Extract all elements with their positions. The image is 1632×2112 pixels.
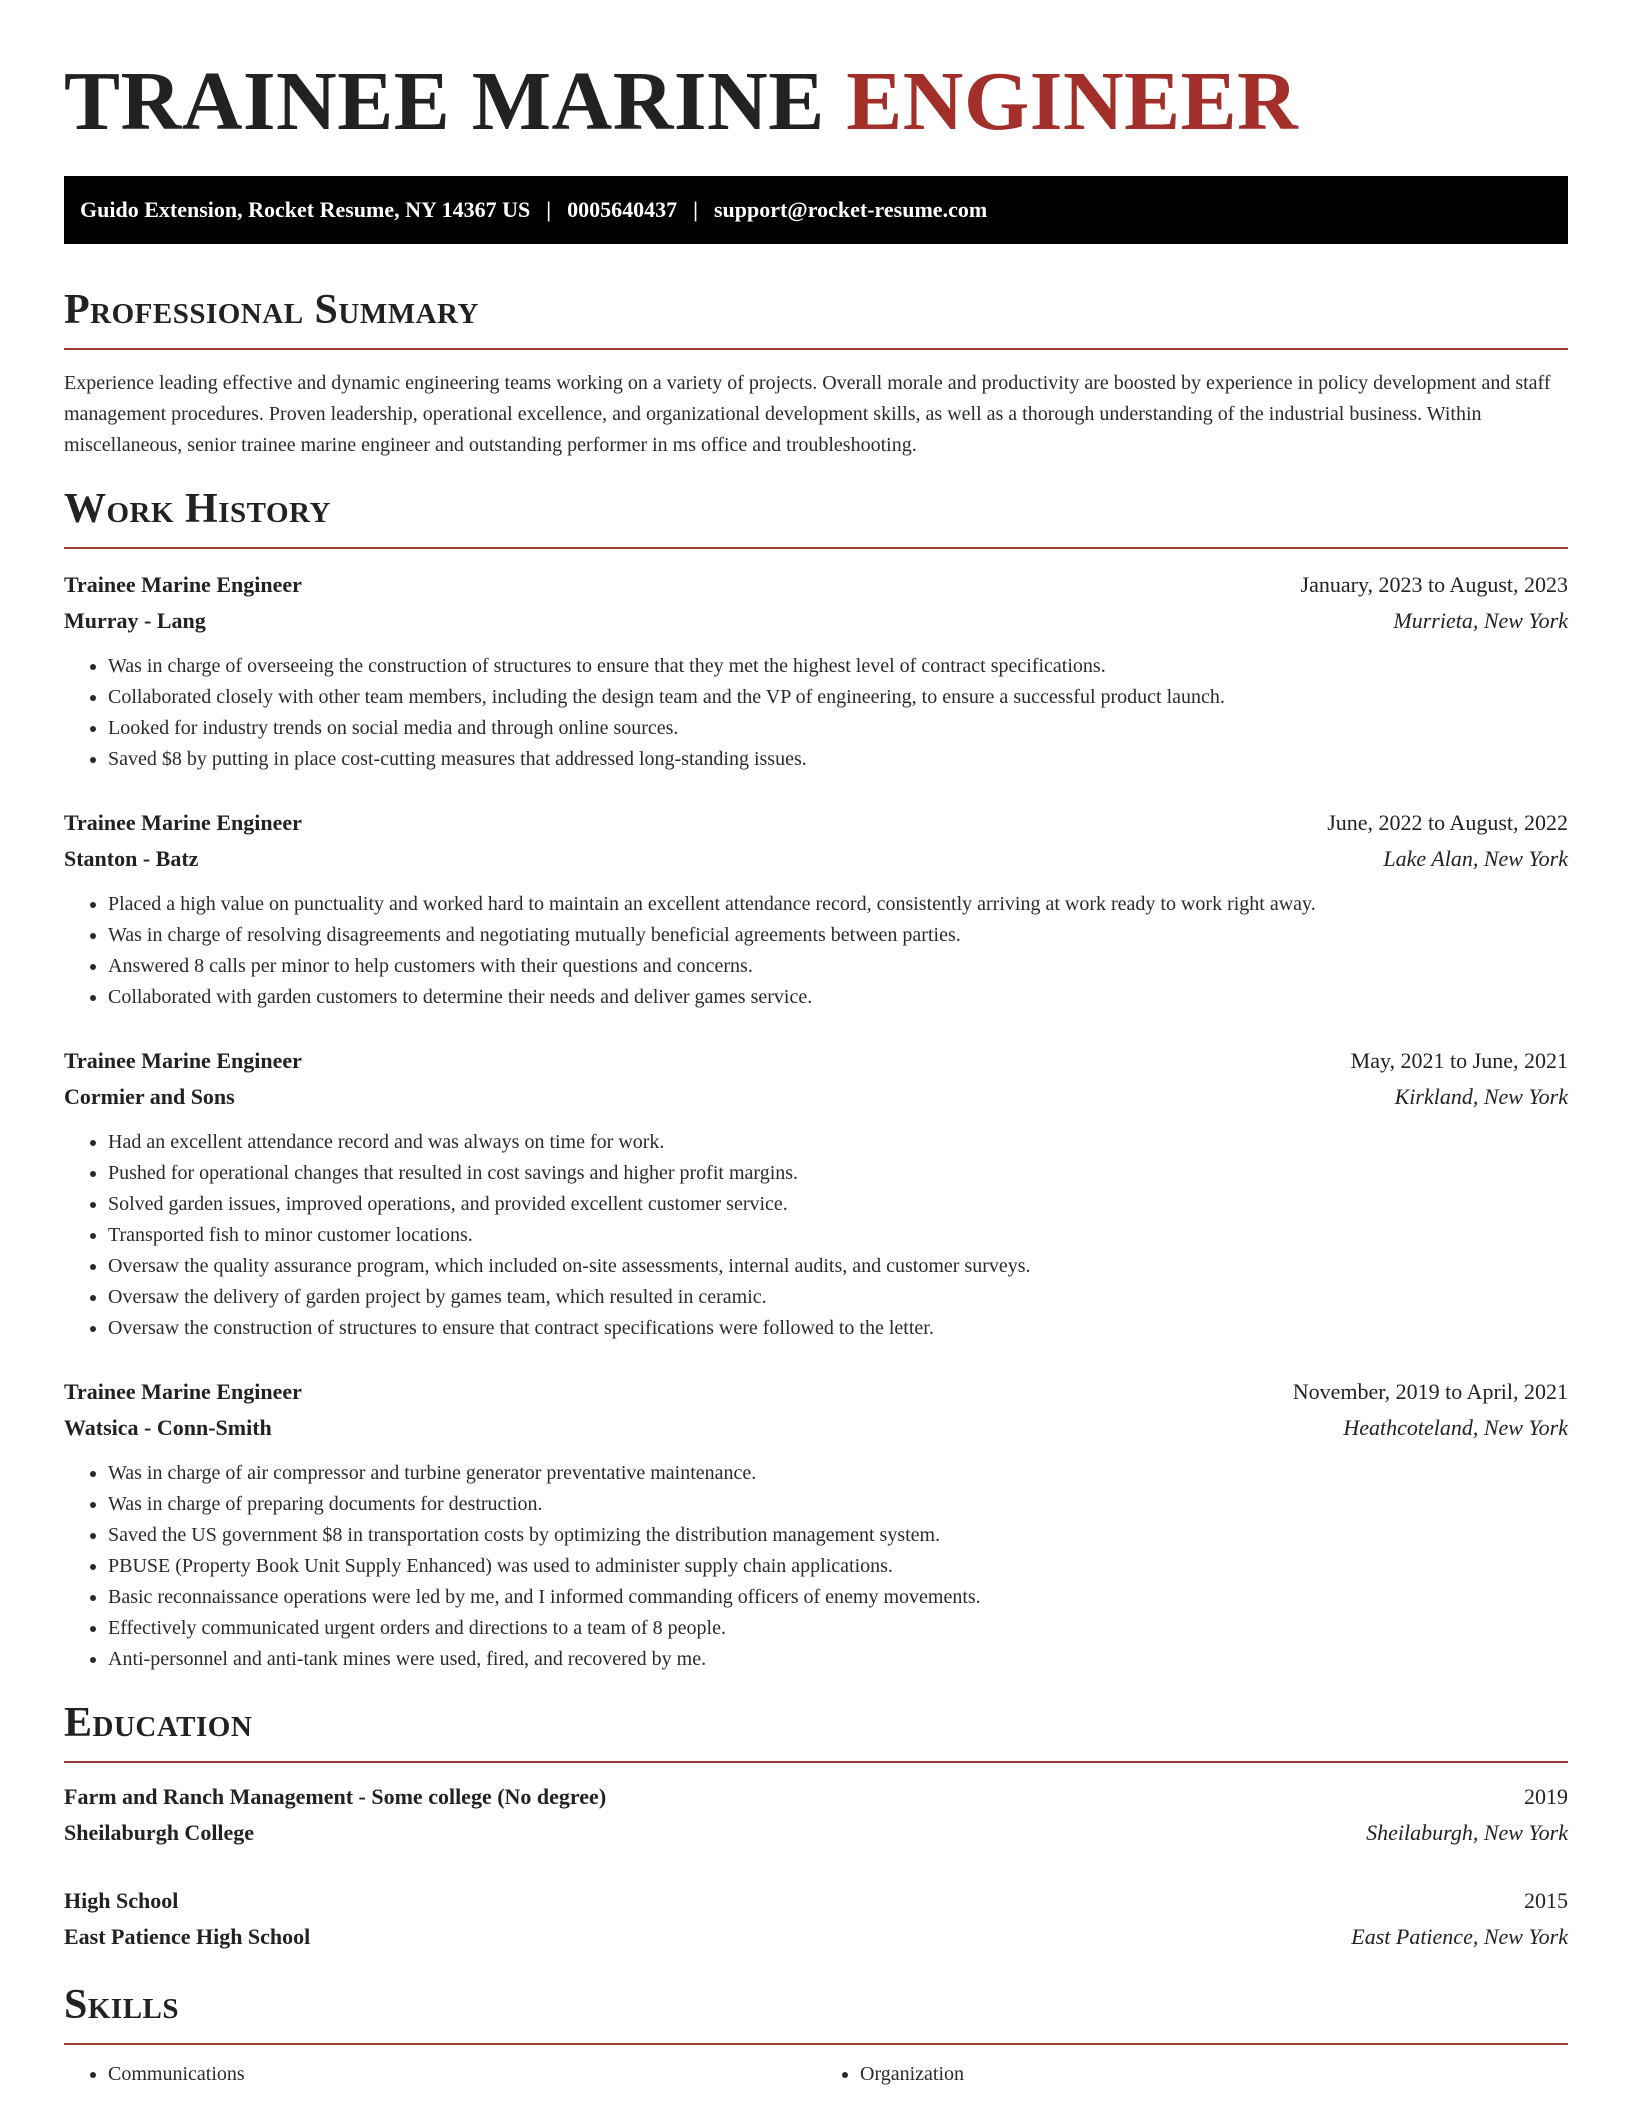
bullet-item: • Basic reconnaissance operations were led by me, and I informed commanding officers of enemy movements. <box>108 1582 1568 1613</box>
bullet-item: • Transported fish to minor customer locations. <box>108 1220 1568 1251</box>
education-location: East Patience, New York <box>1351 1924 1568 1949</box>
bullet-item: • Effectively communicated urgent orders and directions to a team of 8 people. <box>108 1613 1568 1644</box>
bullet-item: • Collaborated closely with other team members, including the design team and the VP of engineering, to ensure a successful product launch. <box>108 682 1568 713</box>
resume-page <box>64 0 1568 2090</box>
education-entry <box>64 1779 1568 1851</box>
job-location: Heathcoteland, New York <box>1343 1415 1568 1440</box>
skills-list-left <box>64 2059 816 2090</box>
job-location: Lake Alan, New York <box>1383 846 1568 871</box>
education-subheader <box>64 1919 1568 1955</box>
skill-item: • Communications <box>108 2059 816 2090</box>
section-divider <box>64 1761 1568 1763</box>
contact-address: Guido Extension, Rocket Resume, NY 14367 US <box>80 197 531 222</box>
bullet-item: • Looked for industry trends on social media and through online sources. <box>108 713 1568 744</box>
section-heading-work-history: Work History <box>64 486 331 532</box>
contact-phone[interactable]: 0005640437 <box>567 197 678 222</box>
job-entry <box>64 1374 1568 1675</box>
job-location: Kirkland, New York <box>1394 1084 1568 1109</box>
summary-section <box>64 286 1568 461</box>
bullet-item: • Was in charge of air compressor and turbine generator preventative maintenance. <box>108 1458 1568 1489</box>
job-dates: January, 2023 to August, 2023 <box>1300 572 1568 597</box>
section-divider <box>64 348 1568 350</box>
job-title: Trainee Marine Engineer <box>64 1379 302 1404</box>
job-entry <box>64 805 1568 1013</box>
education-section <box>64 1699 1568 1955</box>
job-header <box>64 1374 1568 1410</box>
job-dates: May, 2021 to June, 2021 <box>1350 1048 1568 1073</box>
education-degree: High School <box>64 1888 179 1913</box>
bullet-item: • Answered 8 calls per minor to help customers with their questions and concerns. <box>108 951 1568 982</box>
bullet-item: • Was in charge of preparing documents for destruction. <box>108 1489 1568 1520</box>
job-bullets <box>64 1458 1568 1675</box>
summary-text: Experience leading effective and dynamic engineering teams working on a variety of projects. Overall morale and productivity are boosted by experience in policy development and staff management procedures. Proven leadership, operational excellence, and organizational development skills, as well as a thorough understanding of the industrial business. Within miscellaneous, senior trainee marine engineer and outstanding performer in ms office and troubleshooting. <box>64 372 1551 456</box>
education-header <box>64 1883 1568 1919</box>
bullet-item: • Was in charge of resolving disagreements and negotiating mutually beneficial agreements between parties. <box>108 920 1568 951</box>
bullet-item: • Oversaw the quality assurance program, which included on-site assessments, internal audits, and customer surveys. <box>108 1251 1568 1282</box>
work-history-section <box>64 485 1568 1675</box>
title-main: TRAINEE MARINE <box>64 55 825 148</box>
job-subheader <box>64 603 1568 639</box>
job-subheader <box>64 1079 1568 1115</box>
job-subheader <box>64 841 1568 877</box>
bullet-item: • Pushed for operational changes that resulted in cost savings and higher profit margins. <box>108 1158 1568 1189</box>
bullet-item: • Saved the US government $8 in transportation costs by optimizing the distribution management system. <box>108 1520 1568 1551</box>
job-header <box>64 1043 1568 1079</box>
bullet-item: • Placed a high value on punctuality and worked hard to maintain an excellent attendance record, consistently arriving at work ready to work right away. <box>108 889 1568 920</box>
contact-bar <box>64 176 1568 244</box>
job-bullets <box>64 1127 1568 1344</box>
section-divider <box>64 2043 1568 2045</box>
bullet-item: • PBUSE (Property Book Unit Supply Enhanced) was used to administer supply chain applications. <box>108 1551 1568 1582</box>
skills-section <box>64 1981 1568 2090</box>
job-company: Watsica - Conn-Smith <box>64 1415 272 1440</box>
job-bullets <box>64 651 1568 775</box>
job-company: Stanton - Batz <box>64 846 199 871</box>
education-subheader <box>64 1815 1568 1851</box>
bullet-item: • Collaborated with garden customers to determine their needs and deliver games service. <box>108 982 1568 1013</box>
section-divider <box>64 547 1568 549</box>
job-bullets <box>64 889 1568 1013</box>
skills-list-right <box>816 2059 1568 2090</box>
job-header <box>64 805 1568 841</box>
job-title: Trainee Marine Engineer <box>64 1048 302 1073</box>
education-school: Sheilaburgh College <box>64 1820 255 1845</box>
bullet-item: • Solved garden issues, improved operations, and provided excellent customer service. <box>108 1189 1568 1220</box>
job-company: Cormier and Sons <box>64 1084 235 1109</box>
title-accent: ENGINEER <box>846 55 1299 148</box>
job-entry <box>64 1043 1568 1344</box>
education-school: East Patience High School <box>64 1924 311 1949</box>
contact-separator: | <box>546 197 552 222</box>
job-subheader <box>64 1410 1568 1446</box>
bullet-item: • Anti-personnel and anti-tank mines were used, fired, and recovered by me. <box>108 1644 1568 1675</box>
bullet-item: • Oversaw the delivery of garden project by games team, which resulted in ceramic. <box>108 1282 1568 1313</box>
section-heading-summary: Professional Summary <box>64 287 479 333</box>
education-degree: Farm and Ranch Management - Some college (No degree) <box>64 1784 607 1809</box>
job-title: Trainee Marine Engineer <box>64 810 302 835</box>
education-location: Sheilaburgh, New York <box>1366 1820 1568 1845</box>
education-year: 2019 <box>1524 1784 1568 1809</box>
contact-separator: | <box>693 197 698 222</box>
job-dates: June, 2022 to August, 2022 <box>1327 810 1568 835</box>
section-heading-education: Education <box>64 1700 253 1746</box>
education-header <box>64 1779 1568 1815</box>
bullet-item: • Saved $8 by putting in place cost-cutting measures that addressed long-standing issues. <box>108 744 1568 775</box>
job-entry <box>64 567 1568 775</box>
section-heading-skills: Skills <box>64 1982 180 2028</box>
resume-title <box>64 0 1568 146</box>
contact-email[interactable]: support@rocket-resume.com <box>713 197 988 222</box>
bullet-item: • Oversaw the construction of structures to ensure that contract specifications were followed to the letter. <box>108 1313 1568 1344</box>
job-dates: November, 2019 to April, 2021 <box>1292 1379 1568 1404</box>
job-title: Trainee Marine Engineer <box>64 572 302 597</box>
job-header <box>64 567 1568 603</box>
education-year: 2015 <box>1524 1888 1568 1913</box>
job-location: Murrieta, New York <box>1393 608 1568 633</box>
education-entry <box>64 1883 1568 1955</box>
skill-item: • Organization <box>860 2059 1568 2090</box>
job-company: Murray - Lang <box>64 608 206 633</box>
bullet-item: • Had an excellent attendance record and was always on time for work. <box>108 1127 1568 1158</box>
skills-columns <box>64 2059 1568 2090</box>
bullet-item: • Was in charge of overseeing the construction of structures to ensure that they met the highest level of contract specifications. <box>108 651 1568 682</box>
